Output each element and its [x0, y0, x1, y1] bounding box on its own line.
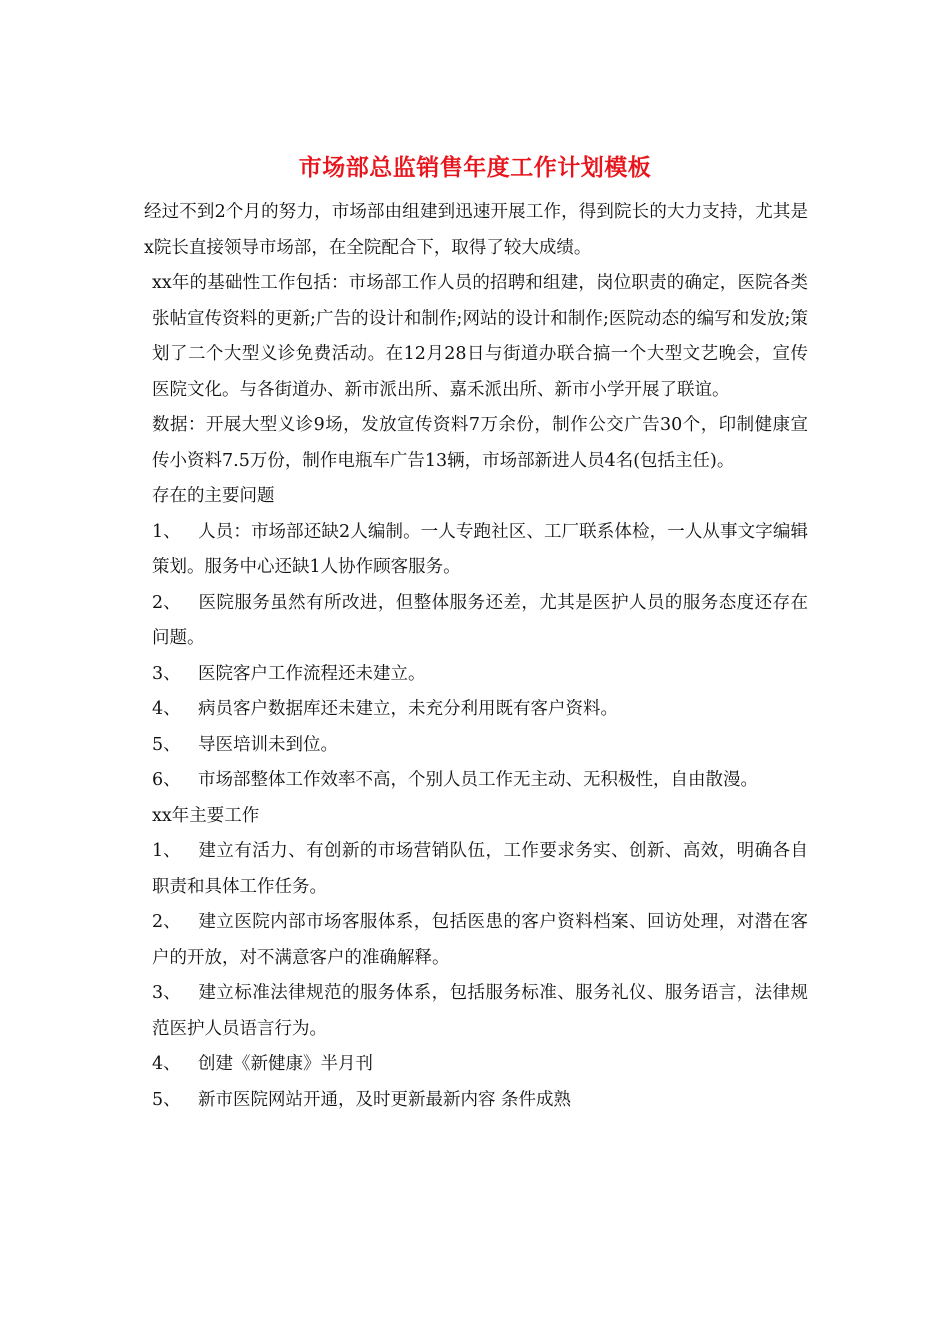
list-item-text: 建立标准法律规范的服务体系，包括服务标准、服务礼仪、服务语言，法律规范医护人员语言行为。: [152, 983, 808, 1039]
list-item: [144, 976, 808, 1047]
list-item-number: 5、: [152, 1089, 181, 1110]
list-item-number: 6、: [152, 770, 181, 790]
list-item-number: 3、: [152, 983, 181, 1003]
list-item-number: 4、: [152, 699, 181, 719]
list-item-text: 病员客户数据库还未建立，未充分利用既有客户资料。: [198, 699, 618, 719]
list-item: [144, 728, 808, 764]
list-item-number: 2、: [152, 912, 181, 932]
list-item: [144, 657, 808, 693]
list-item-number: 3、: [152, 663, 181, 684]
list-item: [144, 515, 808, 586]
section-heading-problems: 存在的主要问题: [152, 486, 275, 506]
list-item-text: 医院服务虽然有所改进，但整体服务还差，尤其是医护人员的服务态度还存在问题。: [152, 592, 808, 648]
list-item-text: 医院客户工作流程还未建立。: [198, 663, 426, 684]
list-item-number: 4、: [152, 1054, 181, 1074]
list-item: [144, 1083, 808, 1119]
list-item: [144, 834, 808, 905]
list-item-number: 5、: [152, 734, 181, 755]
list-item-text: 导医培训未到位。: [198, 734, 338, 755]
list-item-text: 新市医院网站开通，及时更新最新内容 条件成熟: [198, 1089, 572, 1110]
document-body: [144, 195, 808, 1118]
list-item-text: 建立有活力、有创新的市场营销队伍，工作要求务实、创新、高效，明确各自职责和具体工作任务。: [152, 841, 808, 897]
list-item-number: 2、: [152, 592, 181, 613]
list-item-text: 人员：市场部还缺2人编制。一人专跑社区、工厂联系体检，一人从事文字编辑策划。服务中心还缺1人协作顾客服务。: [152, 521, 808, 577]
list-item: [144, 692, 808, 728]
list-item: [144, 586, 808, 657]
list-item: [144, 763, 808, 799]
paragraph-basic-work: xx年的基础性工作包括：市场部工作人员的招聘和组建，岗位职责的确定，医院各类张帖宣传资料的更新;广告的设计和制作;网站的设计和制作;医院动态的编写和发放;策划了二个大型义诊免费活动。在12月28日与街道办联合搞一个大型文艺晚会，宣传医院文化。与各街道办、新市派出所、嘉禾派出所、新市小学开展了联谊。: [152, 273, 808, 400]
list-item-text: 市场部整体工作效率不高，个别人员工作无主动、无积极性，自由散漫。: [198, 770, 758, 790]
list-item-text: 创建《新健康》半月刊: [198, 1054, 373, 1074]
list-item: [144, 1047, 808, 1083]
list-item: [144, 905, 808, 976]
paragraph-intro: 经过不到2个月的努力，市场部由组建到迅速开展工作，得到院长的大力支持，尤其是x院长直接领导市场部，在全院配合下，取得了较大成绩。: [144, 202, 808, 258]
document-title: 市场部总监销售年度工作计划模板: [298, 155, 652, 181]
section-heading-main-work: xx年主要工作: [152, 805, 260, 826]
list-item-number: 1、: [152, 521, 181, 542]
list-item-number: 1、: [152, 841, 181, 861]
list-item-text: 建立医院内部市场客服体系，包括医患的客户资料档案、回访处理，对潜在客户的开放，对不满意客户的准确解释。: [152, 912, 808, 968]
paragraph-data: 数据：开展大型义诊9场，发放宣传资料7万余份，制作公交广告30个，印制健康宣传小资料7.5万份，制作电瓶车广告13辆，市场部新进人员4名(包括主任)。: [152, 415, 808, 471]
